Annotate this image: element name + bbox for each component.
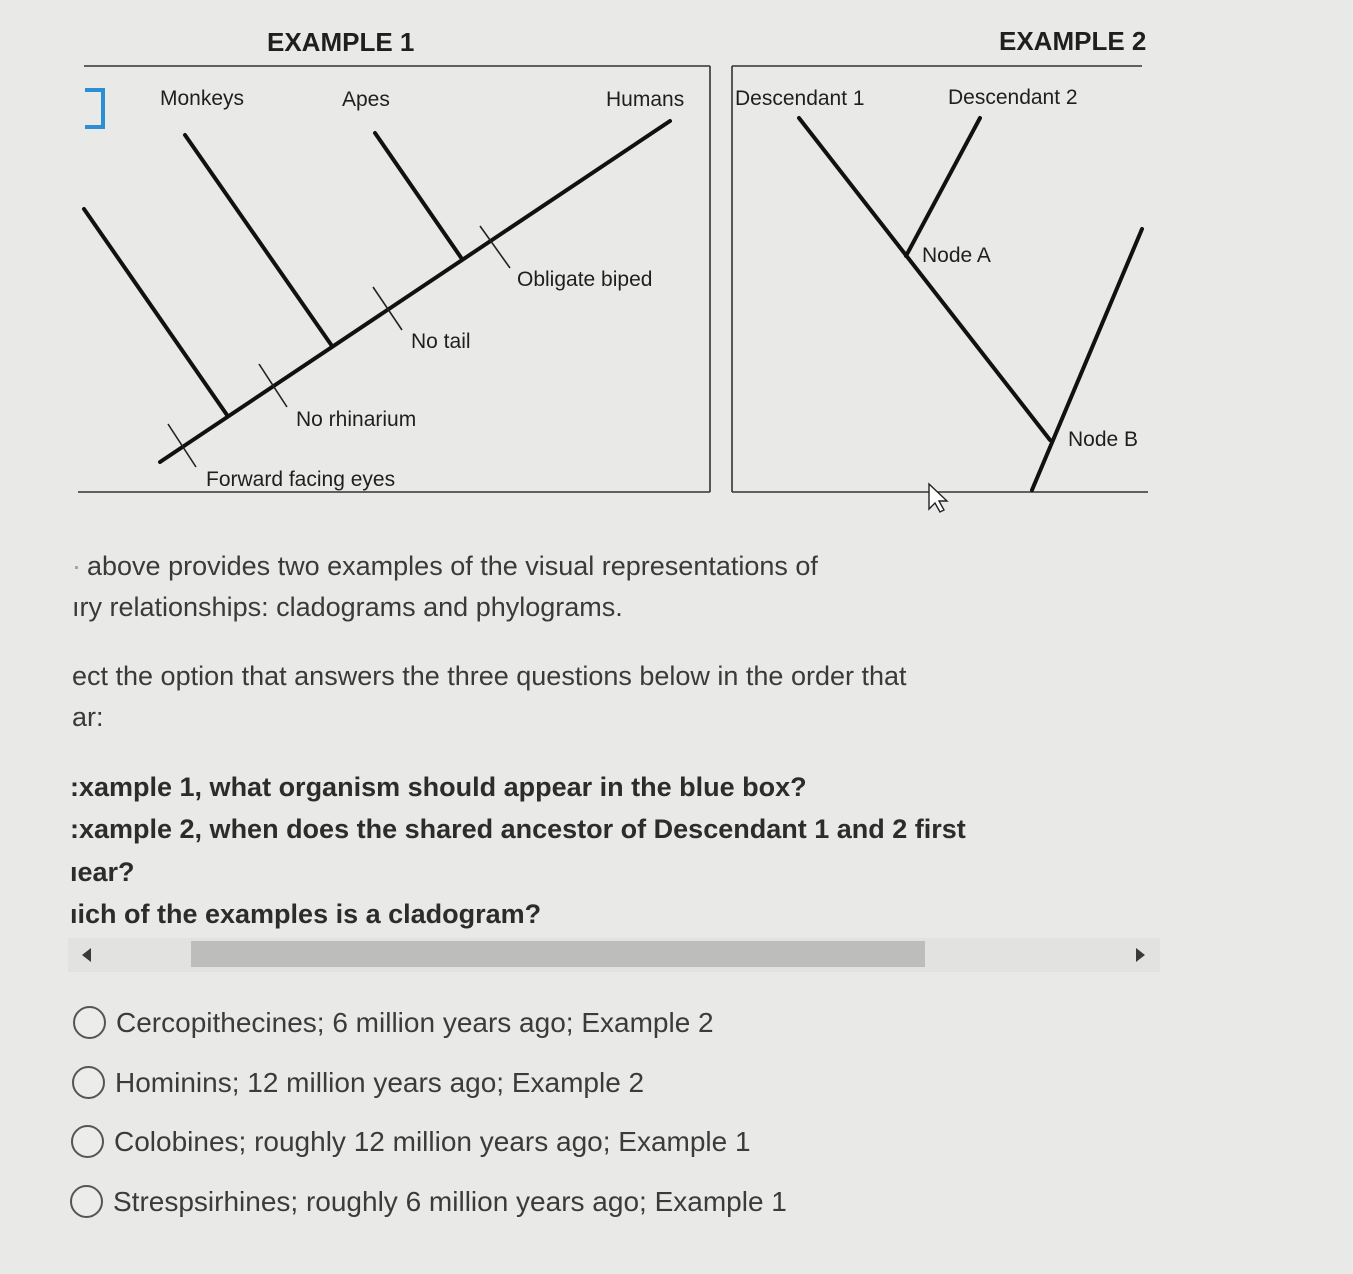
- prompt-line-1: [72, 546, 818, 587]
- figure-cladogram-phylogram: [0, 0, 1353, 520]
- scrollbar-thumb[interactable]: [191, 941, 925, 967]
- descendant2-branch: [906, 118, 980, 256]
- question-1: :xample 1, what organism should appear in the blue box?: [70, 772, 807, 802]
- outgroup-branch: [84, 209, 227, 415]
- prompt-line-4: ar:: [72, 702, 104, 732]
- example1-title: EXAMPLE 1: [267, 27, 415, 57]
- trait-label-no-tail: No tail: [411, 330, 471, 353]
- radio-button-option-1[interactable]: [73, 1006, 106, 1039]
- prompt-line-2: ıry relationships: cladograms and phylograms.: [72, 592, 623, 622]
- answer-option-4-label[interactable]: Strespsirhines; roughly 6 million years ago; Example 1: [113, 1185, 787, 1217]
- text-fragment-dot: ·: [72, 551, 81, 581]
- taxon-label-humans: Humans: [606, 88, 685, 111]
- example2-title: EXAMPLE 2: [999, 26, 1147, 56]
- mouse-cursor-icon: [929, 484, 947, 512]
- figure-svg: [0, 0, 1353, 520]
- monkeys-branch: [185, 135, 332, 346]
- radio-button-option-2[interactable]: [72, 1066, 105, 1099]
- radio-button-option-3[interactable]: [71, 1125, 104, 1158]
- descendant1-branch: [799, 118, 1050, 440]
- scroll-right-arrow-icon[interactable]: [1136, 948, 1145, 962]
- answer-option-3[interactable]: [71, 1125, 751, 1158]
- radio-button-option-4[interactable]: [70, 1185, 103, 1218]
- answer-option-2-label[interactable]: Hominins; 12 million years ago; Example 2: [115, 1066, 645, 1098]
- question-3: ıich of the examples is a cladogram?: [70, 899, 542, 929]
- question-2-line-1: :xample 2, when does the shared ancestor of Descendant 1 and 2 first: [70, 814, 966, 844]
- answer-option-1[interactable]: [73, 1006, 714, 1039]
- answer-option-1-label[interactable]: Cercopithecines; 6 million years ago; Example 2: [116, 1006, 714, 1038]
- answer-option-3-label[interactable]: Colobines; roughly 12 million years ago; Example 1: [114, 1125, 751, 1157]
- scroll-left-arrow-icon[interactable]: [82, 948, 91, 962]
- apes-branch: [375, 133, 462, 259]
- taxon-label-apes: Apes: [342, 88, 390, 111]
- trait-label-no-rhinarium: No rhinarium: [296, 408, 417, 431]
- trait-label-obligate-biped: Obligate biped: [517, 268, 653, 291]
- tick-no-rhinarium: [259, 364, 287, 407]
- prompt-line-1-text: above provides two examples of the visual representations of: [87, 551, 818, 581]
- tick-forward-facing-eyes: [168, 424, 196, 467]
- question-2-line-2: ıear?: [70, 857, 135, 887]
- answer-option-4[interactable]: [70, 1185, 787, 1218]
- trait-label-forward-facing-eyes: Forward facing eyes: [206, 468, 396, 491]
- prompt-line-3: ect the option that answers the three questions below in the order that: [72, 661, 907, 691]
- tick-no-tail: [373, 287, 402, 330]
- blue-box-marker: [85, 90, 103, 127]
- node-a-label: Node A: [922, 244, 991, 267]
- horizontal-scrollbar[interactable]: [68, 938, 1160, 972]
- node-b-label: Node B: [1068, 428, 1139, 451]
- descendant1-label: Descendant 1: [735, 87, 865, 110]
- answer-option-2[interactable]: [72, 1066, 644, 1099]
- taxon-label-monkeys: Monkeys: [160, 87, 245, 110]
- descendant2-label: Descendant 2: [948, 86, 1078, 109]
